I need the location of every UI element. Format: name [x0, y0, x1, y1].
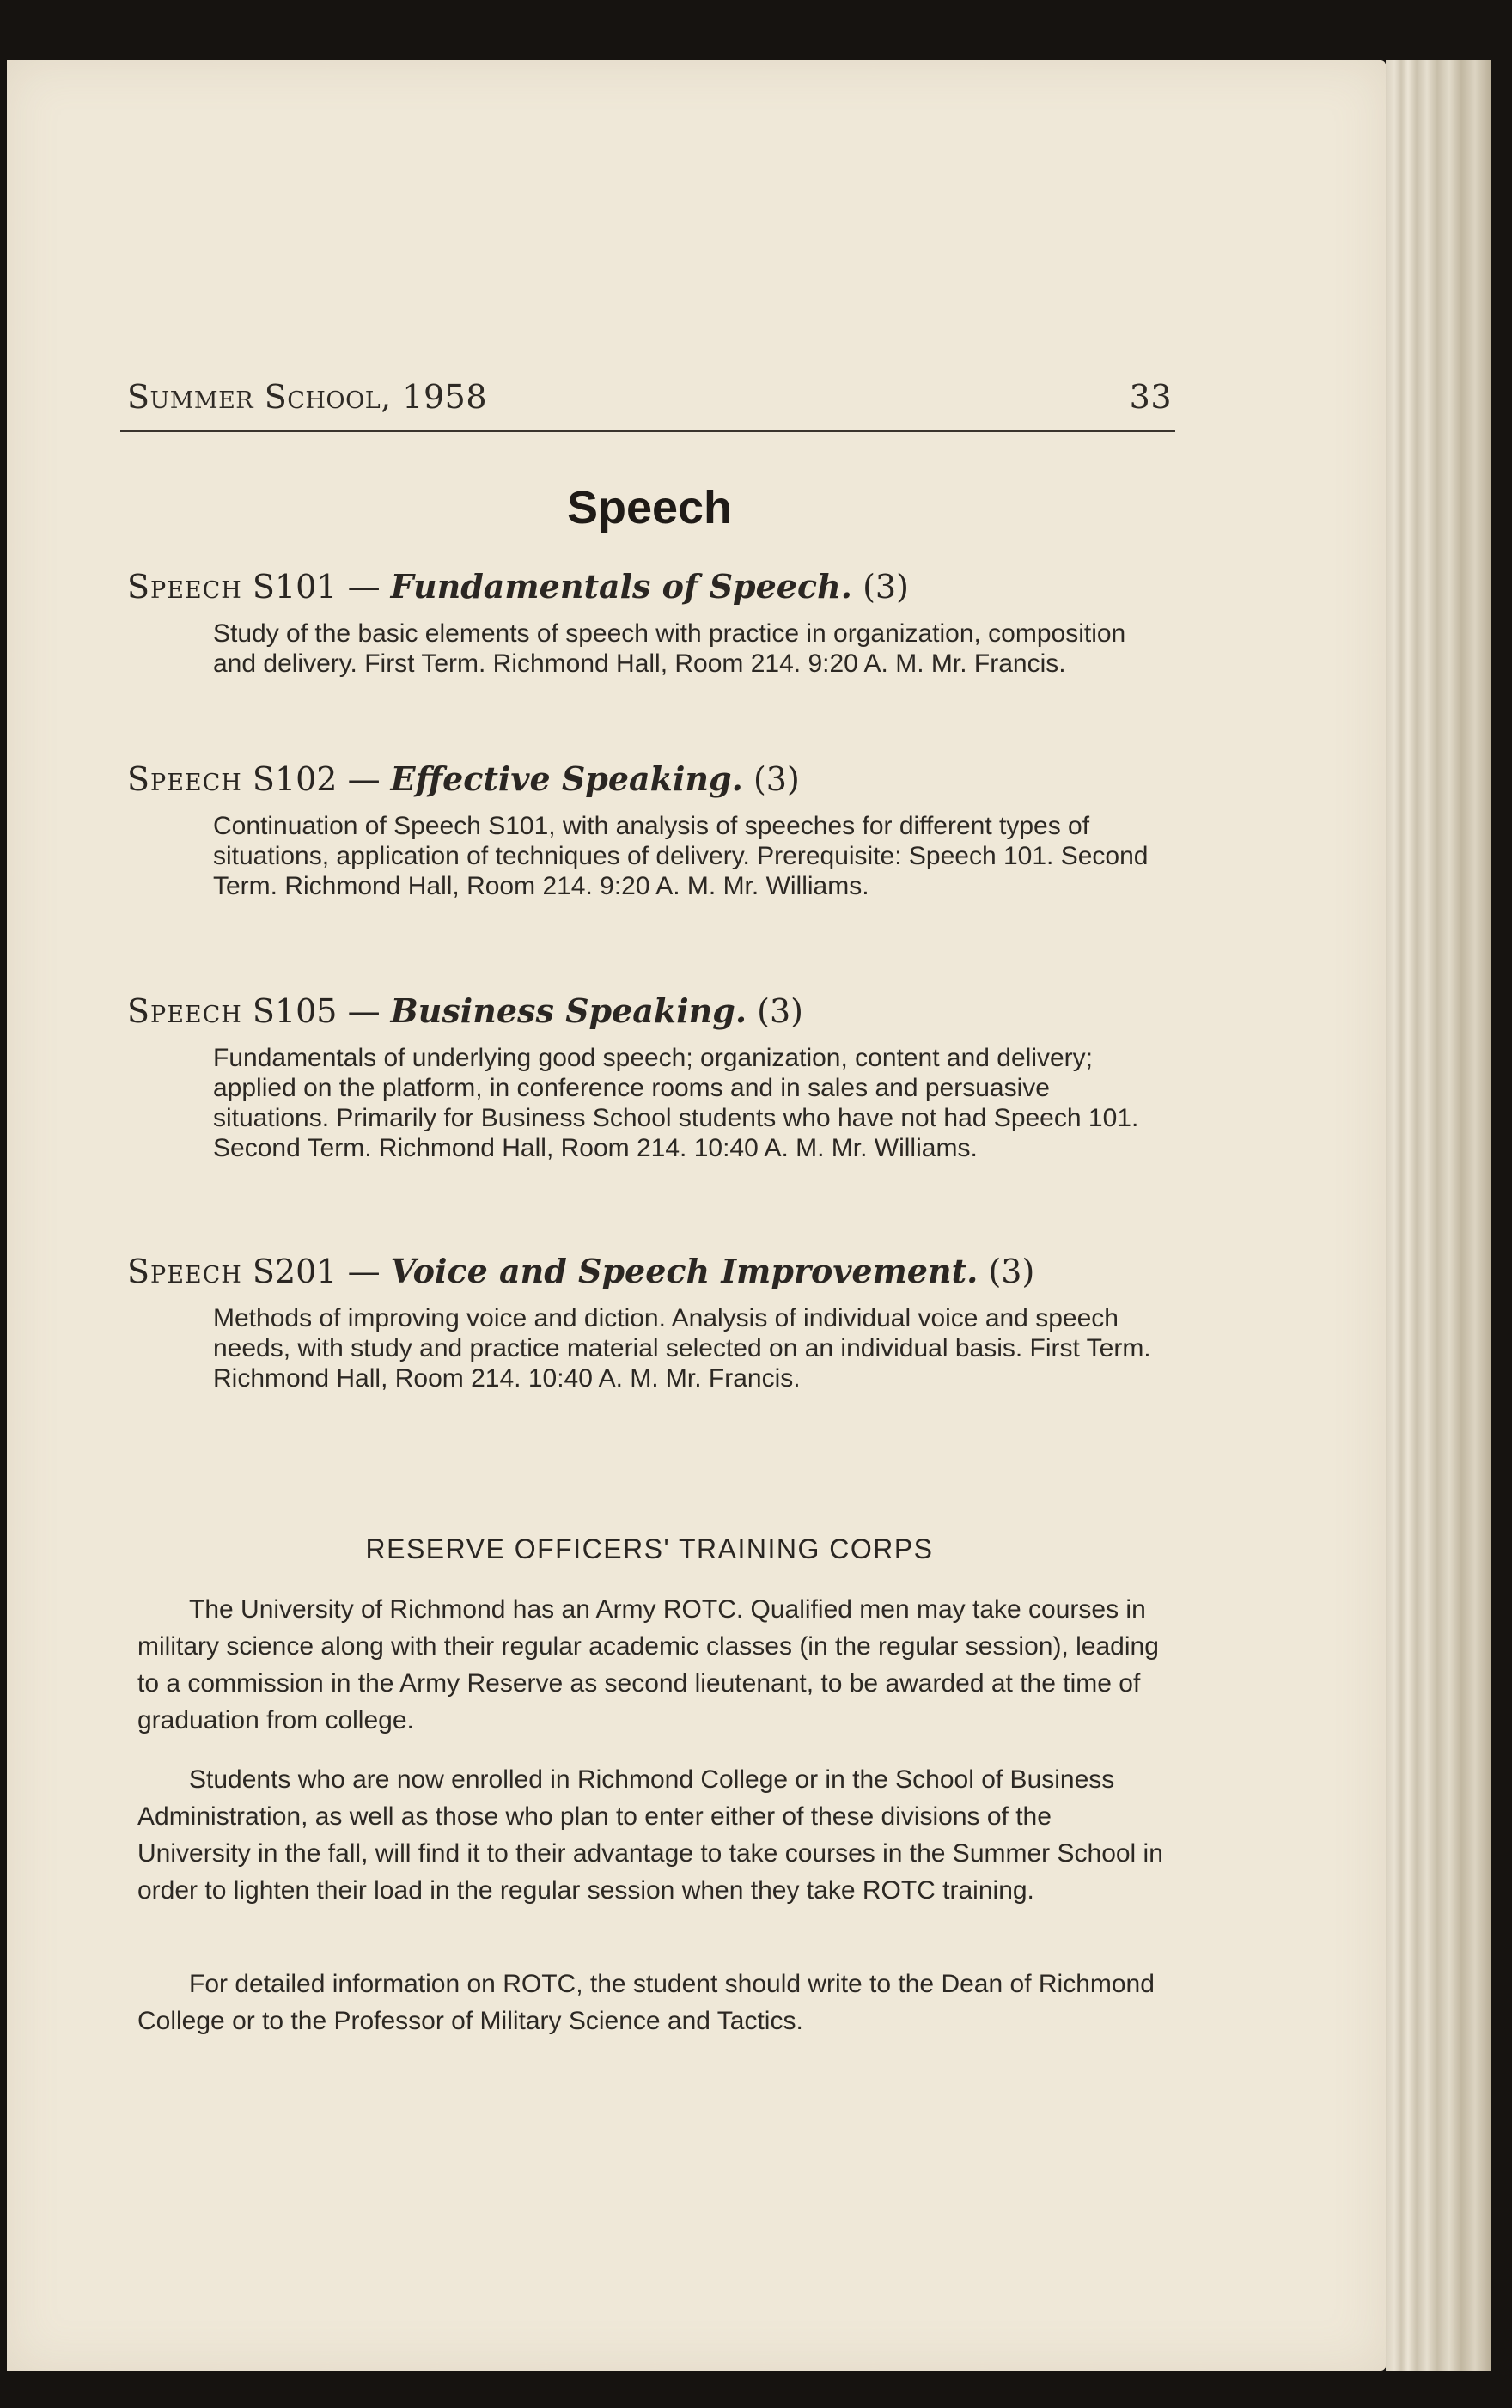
rotc-paragraph: For detailed information on ROTC, the student should write to the Dean of Richmond College or to the Professor of Military Science and Tactics. [137, 1970, 1155, 2035]
course-entry-s201 [127, 1250, 1172, 1393]
course-entry-s102 [127, 758, 1172, 901]
page-number: 33 [1129, 378, 1172, 416]
course-credits: (3) [753, 760, 800, 798]
running-head [127, 378, 1172, 421]
course-entry-s101 [127, 565, 1172, 679]
course-description: Continuation of Speech S101, with analysis of speeches for different types of situations, application of techniques of delivery. Prerequisite: Speech 101. Second Term. Richmond Hall, Room 214. 9:20 A. M. Mr. Williams. [213, 812, 1149, 900]
course-heading: Speech S201 — Voice and Speech Improvement. (3) [127, 1252, 1035, 1290]
course-title: Fundamentals of Speech. [390, 567, 852, 606]
course-title: Voice and Speech Improvement. [390, 1252, 979, 1290]
rotc-paragraph: The University of Richmond has an Army ROTC. Qualified men may take courses in military science along with their regular academic classes (in the regular session), leading to a commission in the Army Reserve as second lieutenant, to be awarded at the time of graduation from college. [137, 1595, 1159, 1734]
course-heading: Speech S105 — Business Speaking. (3) [127, 991, 803, 1030]
running-head-title: Summer School, 1958 [127, 378, 488, 416]
course-credits: (3) [757, 992, 803, 1030]
course-heading: Speech S102 — Effective Speaking. (3) [127, 759, 800, 798]
rotc-heading: RESERVE OFFICERS' TRAINING CORPS [365, 1533, 934, 1564]
course-description: Fundamentals of underlying good speech; organization, content and delivery; applied on the platform, in conference rooms and in sales and persuasive situations. Primarily for Business School students who have not had Speech 101. Second Term. Richmond Hall, Room 214. 10:40 A. M. Mr. Williams. [213, 1044, 1139, 1162]
course-description: Methods of improving voice and diction. Analysis of individual voice and speech needs, with study and practice material selected on an individual basis. First Term. Richmond Hall, Room 214. 10:40 A. M. Mr. Francis. [213, 1304, 1151, 1393]
header-rule [120, 430, 1175, 432]
rotc-paragraph: Students who are now enrolled in Richmond College or in the School of Business Administration, as well as those who plan to enter either of these divisions of the University in the fall, will find it to their advantage to take courses in the Summer School in order to lighten their load in the regular session when they take ROTC training. [137, 1765, 1163, 1905]
course-entry-s105 [127, 990, 1172, 1163]
course-description: Study of the basic elements of speech with practice in organization, composition and delivery. First Term. Richmond Hall, Room 214. 9:20 A. M. Mr. Francis. [213, 619, 1126, 678]
book-page [7, 60, 1386, 2371]
course-title: Business Speaking. [390, 991, 747, 1030]
page-edges [1386, 60, 1491, 2371]
course-credits: (3) [863, 568, 909, 606]
course-title: Effective Speaking. [390, 759, 743, 798]
course-credits: (3) [988, 1253, 1035, 1290]
course-heading: Speech S101 — Fundamentals of Speech. (3) [127, 567, 909, 606]
section-title: Speech [566, 482, 733, 533]
